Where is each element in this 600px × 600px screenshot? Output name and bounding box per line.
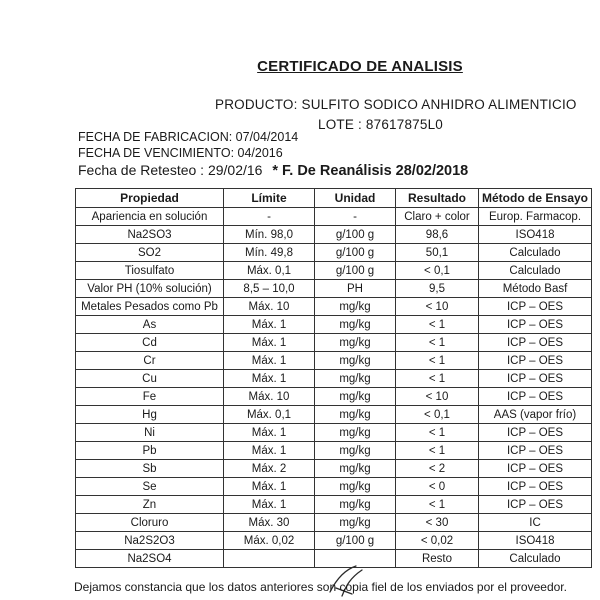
- cell-propiedad: As: [76, 316, 224, 334]
- table-row: [76, 244, 592, 262]
- cell-propiedad: Pb: [76, 442, 224, 460]
- cell-metodo: Europ. Farmacop.: [479, 208, 592, 226]
- cell-resultado: < 1: [396, 424, 479, 442]
- cell-unidad: mg/kg: [315, 334, 396, 352]
- cell-resultado: Resto: [396, 550, 479, 568]
- table-header-row: [76, 189, 592, 208]
- cell-propiedad: Cr: [76, 352, 224, 370]
- cell-propiedad: SO2: [76, 244, 224, 262]
- cell-resultado: < 30: [396, 514, 479, 532]
- cell-propiedad: Ni: [76, 424, 224, 442]
- cell-metodo: ICP – OES: [479, 298, 592, 316]
- cell-metodo: ICP – OES: [479, 334, 592, 352]
- cell-unidad: g/100 g: [315, 244, 396, 262]
- cell-unidad: mg/kg: [315, 370, 396, 388]
- cell-resultado: < 1: [396, 496, 479, 514]
- cell-propiedad: Na2SO3: [76, 226, 224, 244]
- cell-propiedad: Se: [76, 478, 224, 496]
- cell-limite: Máx. 1: [224, 316, 315, 334]
- table-row: [76, 298, 592, 316]
- cell-unidad: mg/kg: [315, 298, 396, 316]
- table-row: [76, 334, 592, 352]
- cell-propiedad: Cloruro: [76, 514, 224, 532]
- cell-metodo: ICP – OES: [479, 370, 592, 388]
- cell-resultado: 9,5: [396, 280, 479, 298]
- header-unidad: Unidad: [315, 189, 396, 208]
- table-row: [76, 532, 592, 550]
- header-propiedad: Propiedad: [76, 189, 224, 208]
- cell-metodo: ISO418: [479, 226, 592, 244]
- cell-unidad: g/100 g: [315, 532, 396, 550]
- cell-unidad: mg/kg: [315, 352, 396, 370]
- cell-limite: Máx. 1: [224, 352, 315, 370]
- cell-propiedad: Fe: [76, 388, 224, 406]
- cell-limite: Máx. 0,1: [224, 262, 315, 280]
- cell-limite: Máx. 1: [224, 478, 315, 496]
- cell-propiedad: Na2S2O3: [76, 532, 224, 550]
- cell-resultado: < 1: [396, 370, 479, 388]
- cell-limite: Máx. 0,1: [224, 406, 315, 424]
- cell-limite: Máx. 10: [224, 298, 315, 316]
- cell-unidad: mg/kg: [315, 316, 396, 334]
- cell-metodo: ICP – OES: [479, 352, 592, 370]
- cell-metodo: Método Basf: [479, 280, 592, 298]
- cell-resultado: < 0,1: [396, 406, 479, 424]
- cell-propiedad: Valor PH (10% solución): [76, 280, 224, 298]
- cell-propiedad: Cd: [76, 334, 224, 352]
- table-row: [76, 460, 592, 478]
- cell-metodo: ICP – OES: [479, 478, 592, 496]
- table-row: [76, 388, 592, 406]
- cell-limite: Mín. 49,8: [224, 244, 315, 262]
- cell-metodo: ICP – OES: [479, 316, 592, 334]
- cell-limite: Mín. 98,0: [224, 226, 315, 244]
- cell-unidad: mg/kg: [315, 406, 396, 424]
- table-row: [76, 496, 592, 514]
- header-metodo: Método de Ensayo: [479, 189, 592, 208]
- cell-propiedad: Na2SO4: [76, 550, 224, 568]
- cell-unidad: mg/kg: [315, 388, 396, 406]
- cell-limite: Máx. 1: [224, 334, 315, 352]
- cell-resultado: < 0,02: [396, 532, 479, 550]
- cell-resultado: < 1: [396, 352, 479, 370]
- cell-metodo: ICP – OES: [479, 460, 592, 478]
- cell-propiedad: Metales Pesados como Pb: [76, 298, 224, 316]
- cell-unidad: g/100 g: [315, 226, 396, 244]
- table-row: [76, 226, 592, 244]
- cell-resultado: < 0,1: [396, 262, 479, 280]
- table-row: [76, 262, 592, 280]
- cell-limite: 8,5 – 10,0: [224, 280, 315, 298]
- cell-unidad: mg/kg: [315, 460, 396, 478]
- cell-limite: Máx. 0,02: [224, 532, 315, 550]
- cell-resultado: < 2: [396, 460, 479, 478]
- cell-resultado: < 1: [396, 316, 479, 334]
- cell-limite: Máx. 10: [224, 388, 315, 406]
- cell-metodo: ICP – OES: [479, 442, 592, 460]
- reanalysis-date: * F. De Reanálisis 28/02/2018: [272, 163, 469, 179]
- cell-resultado: < 1: [396, 334, 479, 352]
- cell-metodo: IC: [479, 514, 592, 532]
- cell-propiedad: Hg: [76, 406, 224, 424]
- cell-limite: Máx. 1: [224, 496, 315, 514]
- cell-metodo: AAS (vapor frío): [479, 406, 592, 424]
- cell-metodo: Calculado: [479, 262, 592, 280]
- table-row: [76, 280, 592, 298]
- table-row: [76, 208, 592, 226]
- header-limite: Límite: [224, 189, 315, 208]
- cell-limite: Máx. 30: [224, 514, 315, 532]
- cell-propiedad: Apariencia en solución: [76, 208, 224, 226]
- cell-metodo: Calculado: [479, 550, 592, 568]
- cell-limite: Máx. 1: [224, 442, 315, 460]
- footer-statement: Dejamos constancia que los datos anteriores son copia fiel de los enviados por el proveedor.: [74, 580, 567, 594]
- cell-resultado: < 0: [396, 478, 479, 496]
- cell-resultado: 98,6: [396, 226, 479, 244]
- retest-line: [78, 162, 468, 179]
- table-row: [76, 514, 592, 532]
- certificate-title: CERTIFICADO DE ANALISIS: [257, 58, 463, 75]
- cell-metodo: ISO418: [479, 532, 592, 550]
- table-row: [76, 370, 592, 388]
- retest-date: Fecha de Retesteo : 29/02/16: [78, 162, 263, 178]
- cell-unidad: -: [315, 208, 396, 226]
- cell-unidad: g/100 g: [315, 262, 396, 280]
- lot-number: LOTE : 87617875L0: [318, 117, 443, 132]
- cell-propiedad: Sb: [76, 460, 224, 478]
- table-row: [76, 406, 592, 424]
- table-row: [76, 352, 592, 370]
- cell-resultado: 50,1: [396, 244, 479, 262]
- cell-limite: Máx. 2: [224, 460, 315, 478]
- properties-table: [75, 188, 592, 568]
- header-resultado: Resultado: [396, 189, 479, 208]
- table-row: [76, 424, 592, 442]
- cell-unidad: mg/kg: [315, 442, 396, 460]
- cell-unidad: mg/kg: [315, 424, 396, 442]
- cell-metodo: ICP – OES: [479, 496, 592, 514]
- cell-limite: -: [224, 208, 315, 226]
- cell-metodo: Calculado: [479, 244, 592, 262]
- table-body: [76, 208, 592, 568]
- cell-unidad: PH: [315, 280, 396, 298]
- cell-limite: [224, 550, 315, 568]
- table-row: [76, 442, 592, 460]
- cell-propiedad: Zn: [76, 496, 224, 514]
- cell-limite: Máx. 1: [224, 424, 315, 442]
- cell-resultado: Claro + color: [396, 208, 479, 226]
- table-row: [76, 478, 592, 496]
- expiry-date: FECHA DE VENCIMIENTO: 04/2016: [78, 146, 283, 160]
- product-line: PRODUCTO: SULFITO SODICO ANHIDRO ALIMENTICIO: [215, 97, 577, 112]
- cell-resultado: < 1: [396, 442, 479, 460]
- cell-metodo: ICP – OES: [479, 424, 592, 442]
- cell-metodo: ICP – OES: [479, 388, 592, 406]
- cell-resultado: < 10: [396, 298, 479, 316]
- cell-propiedad: Cu: [76, 370, 224, 388]
- cell-unidad: mg/kg: [315, 496, 396, 514]
- manufacture-date: FECHA DE FABRICACION: 07/04/2014: [78, 130, 299, 144]
- cell-limite: Máx. 1: [224, 370, 315, 388]
- cell-propiedad: Tiosulfato: [76, 262, 224, 280]
- cell-unidad: mg/kg: [315, 478, 396, 496]
- table-row: [76, 316, 592, 334]
- cell-resultado: < 10: [396, 388, 479, 406]
- cell-unidad: mg/kg: [315, 514, 396, 532]
